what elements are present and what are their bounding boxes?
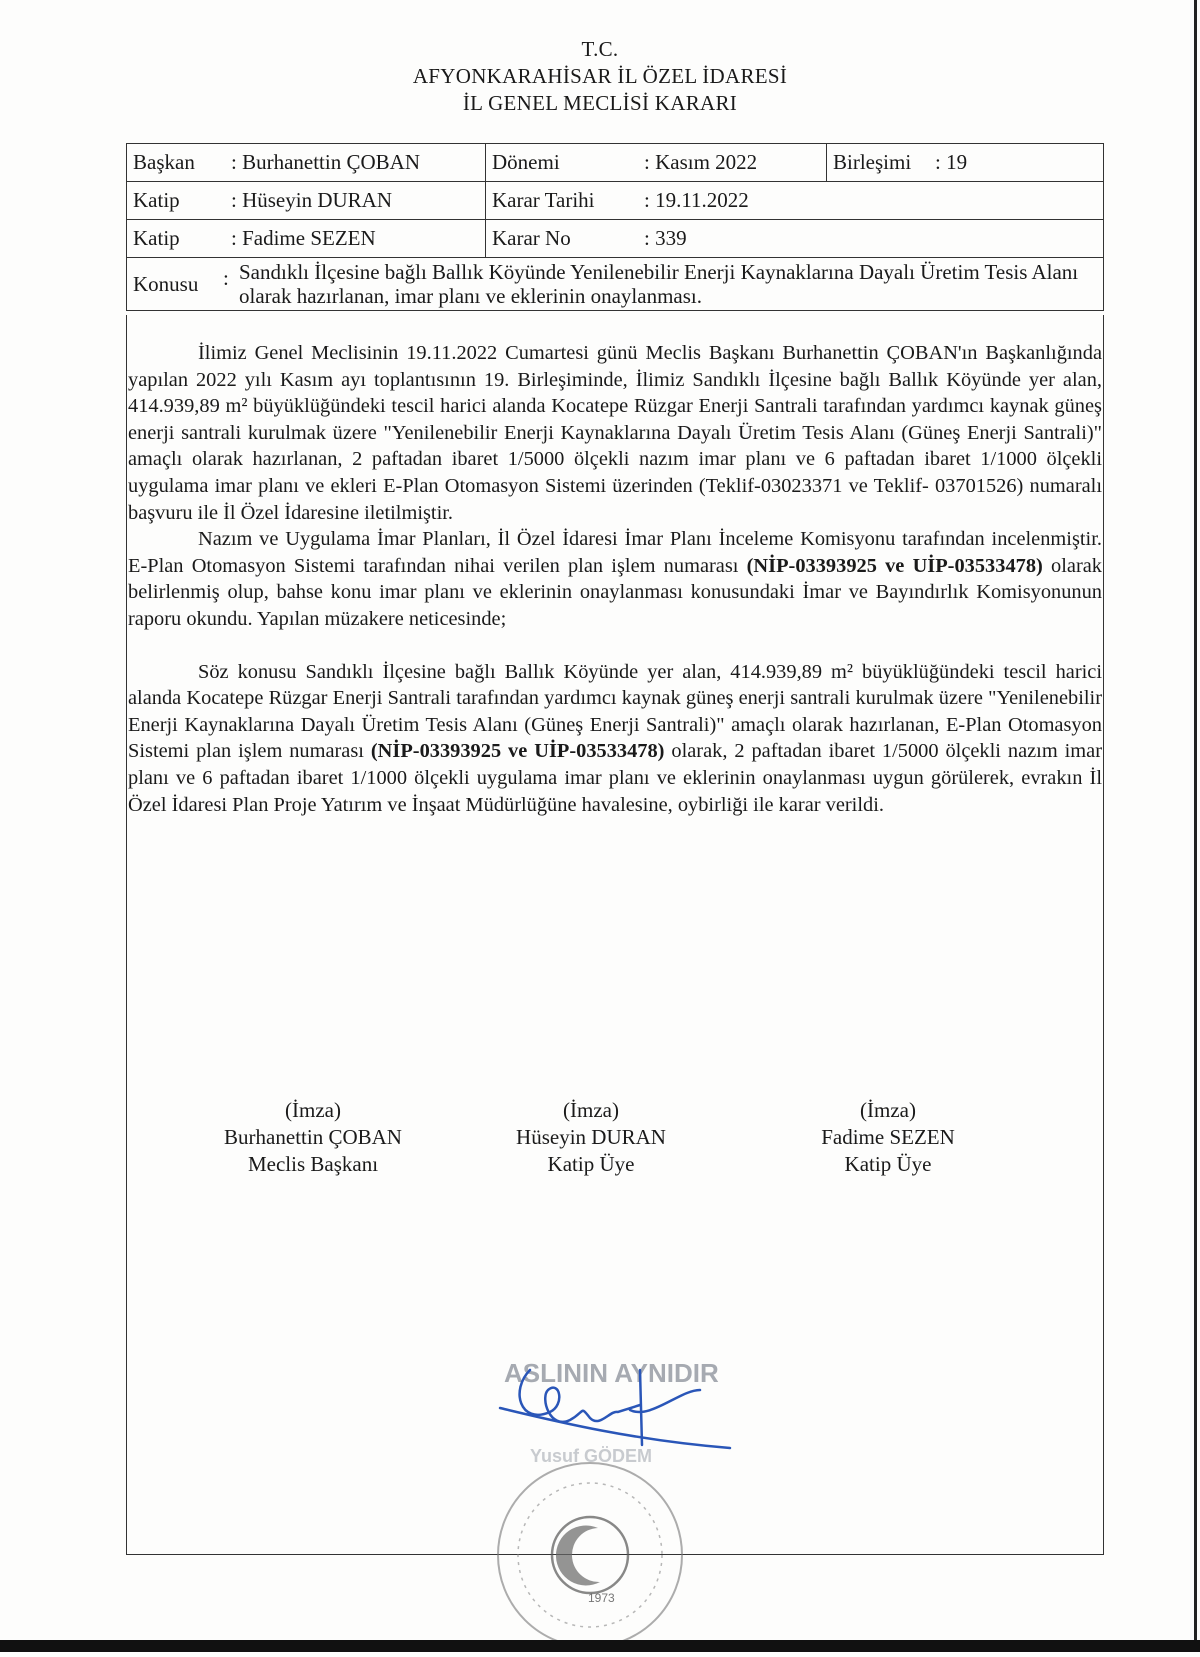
signature-name: Burhanettin ÇOBAN xyxy=(224,1125,402,1149)
meta-row-konu xyxy=(127,258,1104,311)
karar-tarihi-value: : 19.11.2022 xyxy=(638,182,1104,220)
body-paragraph-3 xyxy=(128,659,1102,819)
stamp-graphic xyxy=(490,1350,790,1652)
birlesim-label: Birleşimi xyxy=(827,144,930,182)
body-paragraph-2-plan-numbers: (NİP-03393925 ve UİP-03533478) xyxy=(746,554,1043,577)
document-header xyxy=(0,36,1200,117)
signature-imza: (İmza) xyxy=(285,1098,341,1122)
karar-no-value: : 339 xyxy=(638,220,1104,258)
body-paragraph-1: İlimiz Genel Meclisinin 19.11.2022 Cumartesi günü Meclis Başkanı Burhanettin ÇOBAN'ın Başkanlığında yapılan 2022 yılı Kasım ayı toplantısının 19. Birleşiminde, İlimiz Sandıklı İlçesine bağlı Ballık Köyünde yer alan, 414.939,89 m² büyüklüğündeki tescil harici alanda Kocatepe Rüzgar Enerji Santrali tarafından yardımcı kaynak güneş enerji santrali kurulmak üzere "Yenilenebilir Enerji Kaynaklarına Dayalı Üretim Tesis Alanı (Güneş Enerji Santrali)" amaçlı olarak hazırlanan, 2 paftadan ibaret 1/5000 ölçekli nazım imar planı ve 6 paftadan ibaret 1/1000 ölçekli uygulama imar planı ve ekleri E-Plan Otomasyon Sistemi üzerinden (Teklif-03023371 ve Teklif- 03701526) numaralı başvuru ile İl Özel İdaresine iletilmiştir. xyxy=(128,342,1102,524)
katip2-label: Katip xyxy=(127,220,226,258)
signature-imza: (İmza) xyxy=(563,1098,619,1122)
katip2-value: : Fadime SEZEN xyxy=(225,220,486,258)
karar-tarihi-label: Karar Tarihi xyxy=(486,182,639,220)
official-seal xyxy=(498,1463,682,1647)
konu-value: Sandıklı İlçesine bağlı Ballık Köyünde Yenilenebilir Enerji Kaynaklarına Dayalı Üretim Tesis Alanı olarak hazırlanan, imar planı ve eklerinin onaylanması. xyxy=(239,260,1079,308)
signature-name: Hüseyin DURAN xyxy=(516,1125,666,1149)
body-paragraph-3-text-b: olarak, 2 paftadan ibaret 1/5000 ölçekli nazım imar planı ve 6 paftadan ibaret 1/1000 ölçekli uygulama imar planı ve eklerinin onaylanması uygun görülerek, evrakın İl Özel İdaresi Plan Proje Yatırım ve İnşaat Müdürlüğüne havalesine, oybirliği ile karar verildi. xyxy=(128,740,1102,816)
body-paragraph-2 xyxy=(128,526,1102,632)
konu-cell xyxy=(127,258,1104,311)
signature-katip-1 xyxy=(461,1097,721,1178)
body-paragraph-3-text-a: Söz konusu Sandıklı İlçesine bağlı Ballık Köyünde yer alan, 414.939,89 m² büyüklüğündeki tescil harici alanda Kocatepe Rüzgar Enerji Santrali tarafından yardımcı kaynak güneş enerji santrali kurulmak üzere "Yenilenebilir Enerji Kaynaklarına Dayalı Üretim Tesis Alanı (Güneş Enerji Santrali)" amaçlı olarak hazırlanan, E-Plan Otomasyon Sistemi plan işlem numarası xyxy=(128,660,1102,763)
signature-imza: (İmza) xyxy=(860,1098,916,1122)
stamp-aslinin-aynidir: ASLININ AYNIDIR xyxy=(504,1358,719,1388)
meta-row-3 xyxy=(127,220,1104,258)
scan-bottom-edge xyxy=(0,1640,1200,1652)
header-tc: T.C. xyxy=(581,37,619,61)
decision-meta-table xyxy=(126,143,1104,311)
donem-value: : Kasım 2022 xyxy=(638,144,827,182)
signature-title: Meclis Başkanı xyxy=(247,1152,379,1176)
konu-label: Konusu xyxy=(133,271,199,296)
meta-row-2 xyxy=(127,182,1104,220)
katip1-value: : Hüseyin DURAN xyxy=(225,182,486,220)
seal-year: 1973 xyxy=(588,1591,615,1605)
header-title: İL GENEL MECLİSİ KARARI xyxy=(462,91,738,115)
header-institution: AFYONKARAHİSAR İL ÖZEL İDARESİ xyxy=(412,64,788,88)
baskan-label: Başkan xyxy=(127,144,226,182)
meta-row-1 xyxy=(127,144,1104,182)
certified-copy-stamp xyxy=(490,1350,790,1652)
birlesim-value: : 19 xyxy=(929,144,1104,182)
signature-title: Katip Üye xyxy=(844,1152,932,1176)
body-paragraph-2-text-a: Nazım ve Uygulama İmar Planları, İl Özel İdaresi İmar Planı İnceleme Komisyonu tarafından incelenmiştir. E-Plan Otomasyon Sistemi tarafından nihai verilen plan işlem numarası xyxy=(128,528,1102,577)
body-paragraph-3-plan-numbers: (NİP-03393925 ve UİP-03533478) xyxy=(370,740,665,763)
baskan-value: : Burhanettin ÇOBAN xyxy=(225,144,486,182)
body-paragraph-2-text-b: olarak belirlenmiş olup, bahse konu imar planı ve eklerinin onaylanması konusundaki İmar ve Bayındırlık Komisyonunun raporu okundu. Yapılan müzakere neticesinde; xyxy=(128,554,1102,630)
donem-label: Dönemi xyxy=(486,144,639,182)
stamp-officer-name: Yusuf GÖDEM xyxy=(530,1446,653,1466)
signature-baskan xyxy=(183,1097,443,1178)
katip1-label: Katip xyxy=(127,182,226,220)
decision-body xyxy=(128,340,1102,818)
karar-no-label: Karar No xyxy=(486,220,639,258)
signature-katip-2 xyxy=(758,1097,1018,1178)
signature-name: Fadime SEZEN xyxy=(821,1125,955,1149)
signature-title: Katip Üye xyxy=(547,1152,635,1176)
konu-colon: : xyxy=(223,265,229,290)
